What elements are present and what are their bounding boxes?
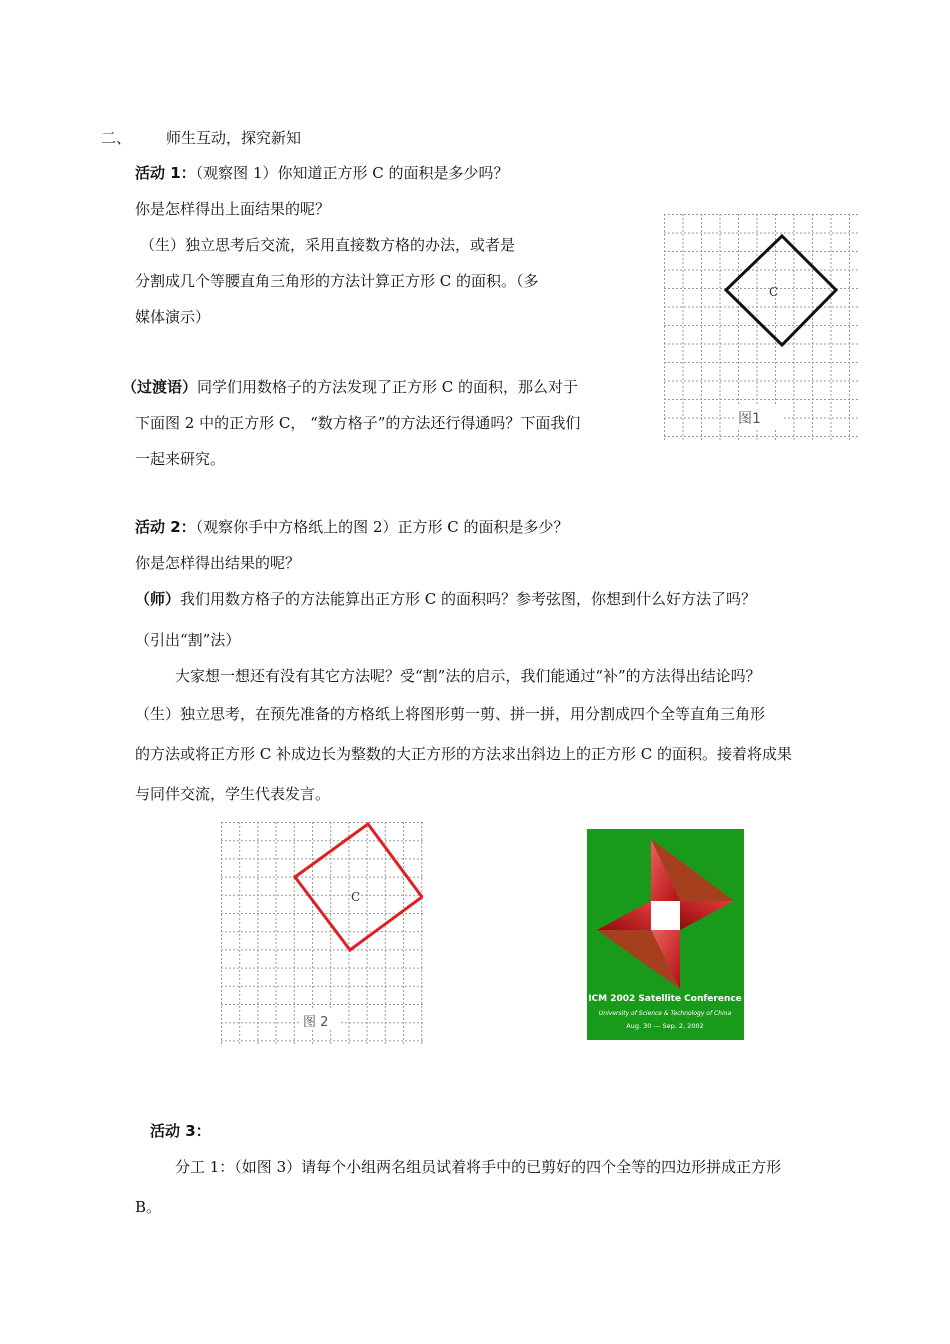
transition-line3: 一起来研究。 (135, 450, 226, 468)
figure1-square-label: C (769, 285, 779, 299)
poster-subtitle: University of Science & Technology of China (598, 1010, 732, 1017)
transition-text1: 同学们用数格子的方法发现了正方形 C 的面积，那么对于 (197, 378, 579, 396)
activity3-task-line2: B。 (135, 1198, 162, 1216)
poster-dates: Aug. 30 --- Sep. 2, 2002 (626, 1022, 704, 1030)
figure2-grid (221, 822, 423, 1044)
activity2-label: 活动 2： (135, 518, 196, 536)
activity2-line (135, 517, 569, 537)
activity2-question2: 你是怎样得出结果的呢？ (135, 554, 301, 572)
activity1-answer-line1: （生）独立思考后交流，采用直接数方格的办法，或者是 (140, 236, 516, 254)
section-number: 二、 (101, 129, 132, 147)
figure2-square-label: C (351, 890, 361, 904)
transition-line2: 下面图 2 中的正方形 C， “数方格子”的方法还行得通吗？下面我们 (135, 414, 581, 432)
paragraph-line2: （生）独立思考，在预先准备的方格纸上将图形剪一剪、拼一拼，用分割成四个全等直角三角形 (135, 705, 766, 723)
activity1-question2: 你是怎样得出上面结果的呢？ (135, 200, 331, 218)
poster-title: ICM 2002 Satellite Conference (588, 994, 742, 1004)
paragraph-line4: 与同伴交流，学生代表发言。 (135, 785, 331, 803)
figure2-caption: 图 2 (303, 1015, 329, 1030)
transition-label: （过渡语） (122, 378, 198, 396)
activity1-line (135, 163, 509, 183)
paragraph-line1: 大家想一想还有没有其它方法呢？受“割”法的启示，我们能通过“补”的方法得出结论吗？ (175, 667, 761, 685)
teacher-note: （引出“割”法） (135, 631, 241, 649)
teacher-line (135, 589, 756, 609)
activity1-answer-line3: 媒体演示） (135, 308, 211, 326)
figure1-grid (664, 214, 858, 442)
teacher-text: 我们用数方格子的方法能算出正方形 C 的面积吗？参考弦图，你想到什么好方法了吗？ (180, 590, 757, 608)
activity1-question: （观察图 1）你知道正方形 C 的面积是多少吗？ (195, 164, 509, 182)
section-title: 师生互动，探究新知 (166, 129, 302, 147)
figure1-caption: 图1 (738, 411, 761, 427)
poster-center-square (651, 901, 680, 930)
activity1-answer-line2: 分割成几个等腰直角三角形的方法计算正方形 C 的面积。（多 (135, 272, 539, 290)
figure2-square (295, 824, 422, 950)
paragraph-line3: 的方法或将正方形 C 补成边长为整数的大正方形的方法求出斜边上的正方形 C 的面积。接着将成果 (135, 745, 793, 763)
icm-poster-image (587, 829, 744, 1040)
figure1-square (726, 236, 836, 345)
activity1-label: 活动 1： (135, 164, 196, 182)
teacher-label: （师） (135, 590, 181, 608)
activity2-question: （观察你手中方格纸上的图 2）正方形 C 的面积是多少？ (195, 518, 569, 536)
activity3-label: 活动 3： (150, 1122, 211, 1140)
transition-line1 (122, 377, 578, 397)
activity3-task-line1: 分工 1：（如图 3）请每个小组两名组员试着将手中的已剪好的四个全等的四边形拼成正方形 (175, 1158, 782, 1176)
